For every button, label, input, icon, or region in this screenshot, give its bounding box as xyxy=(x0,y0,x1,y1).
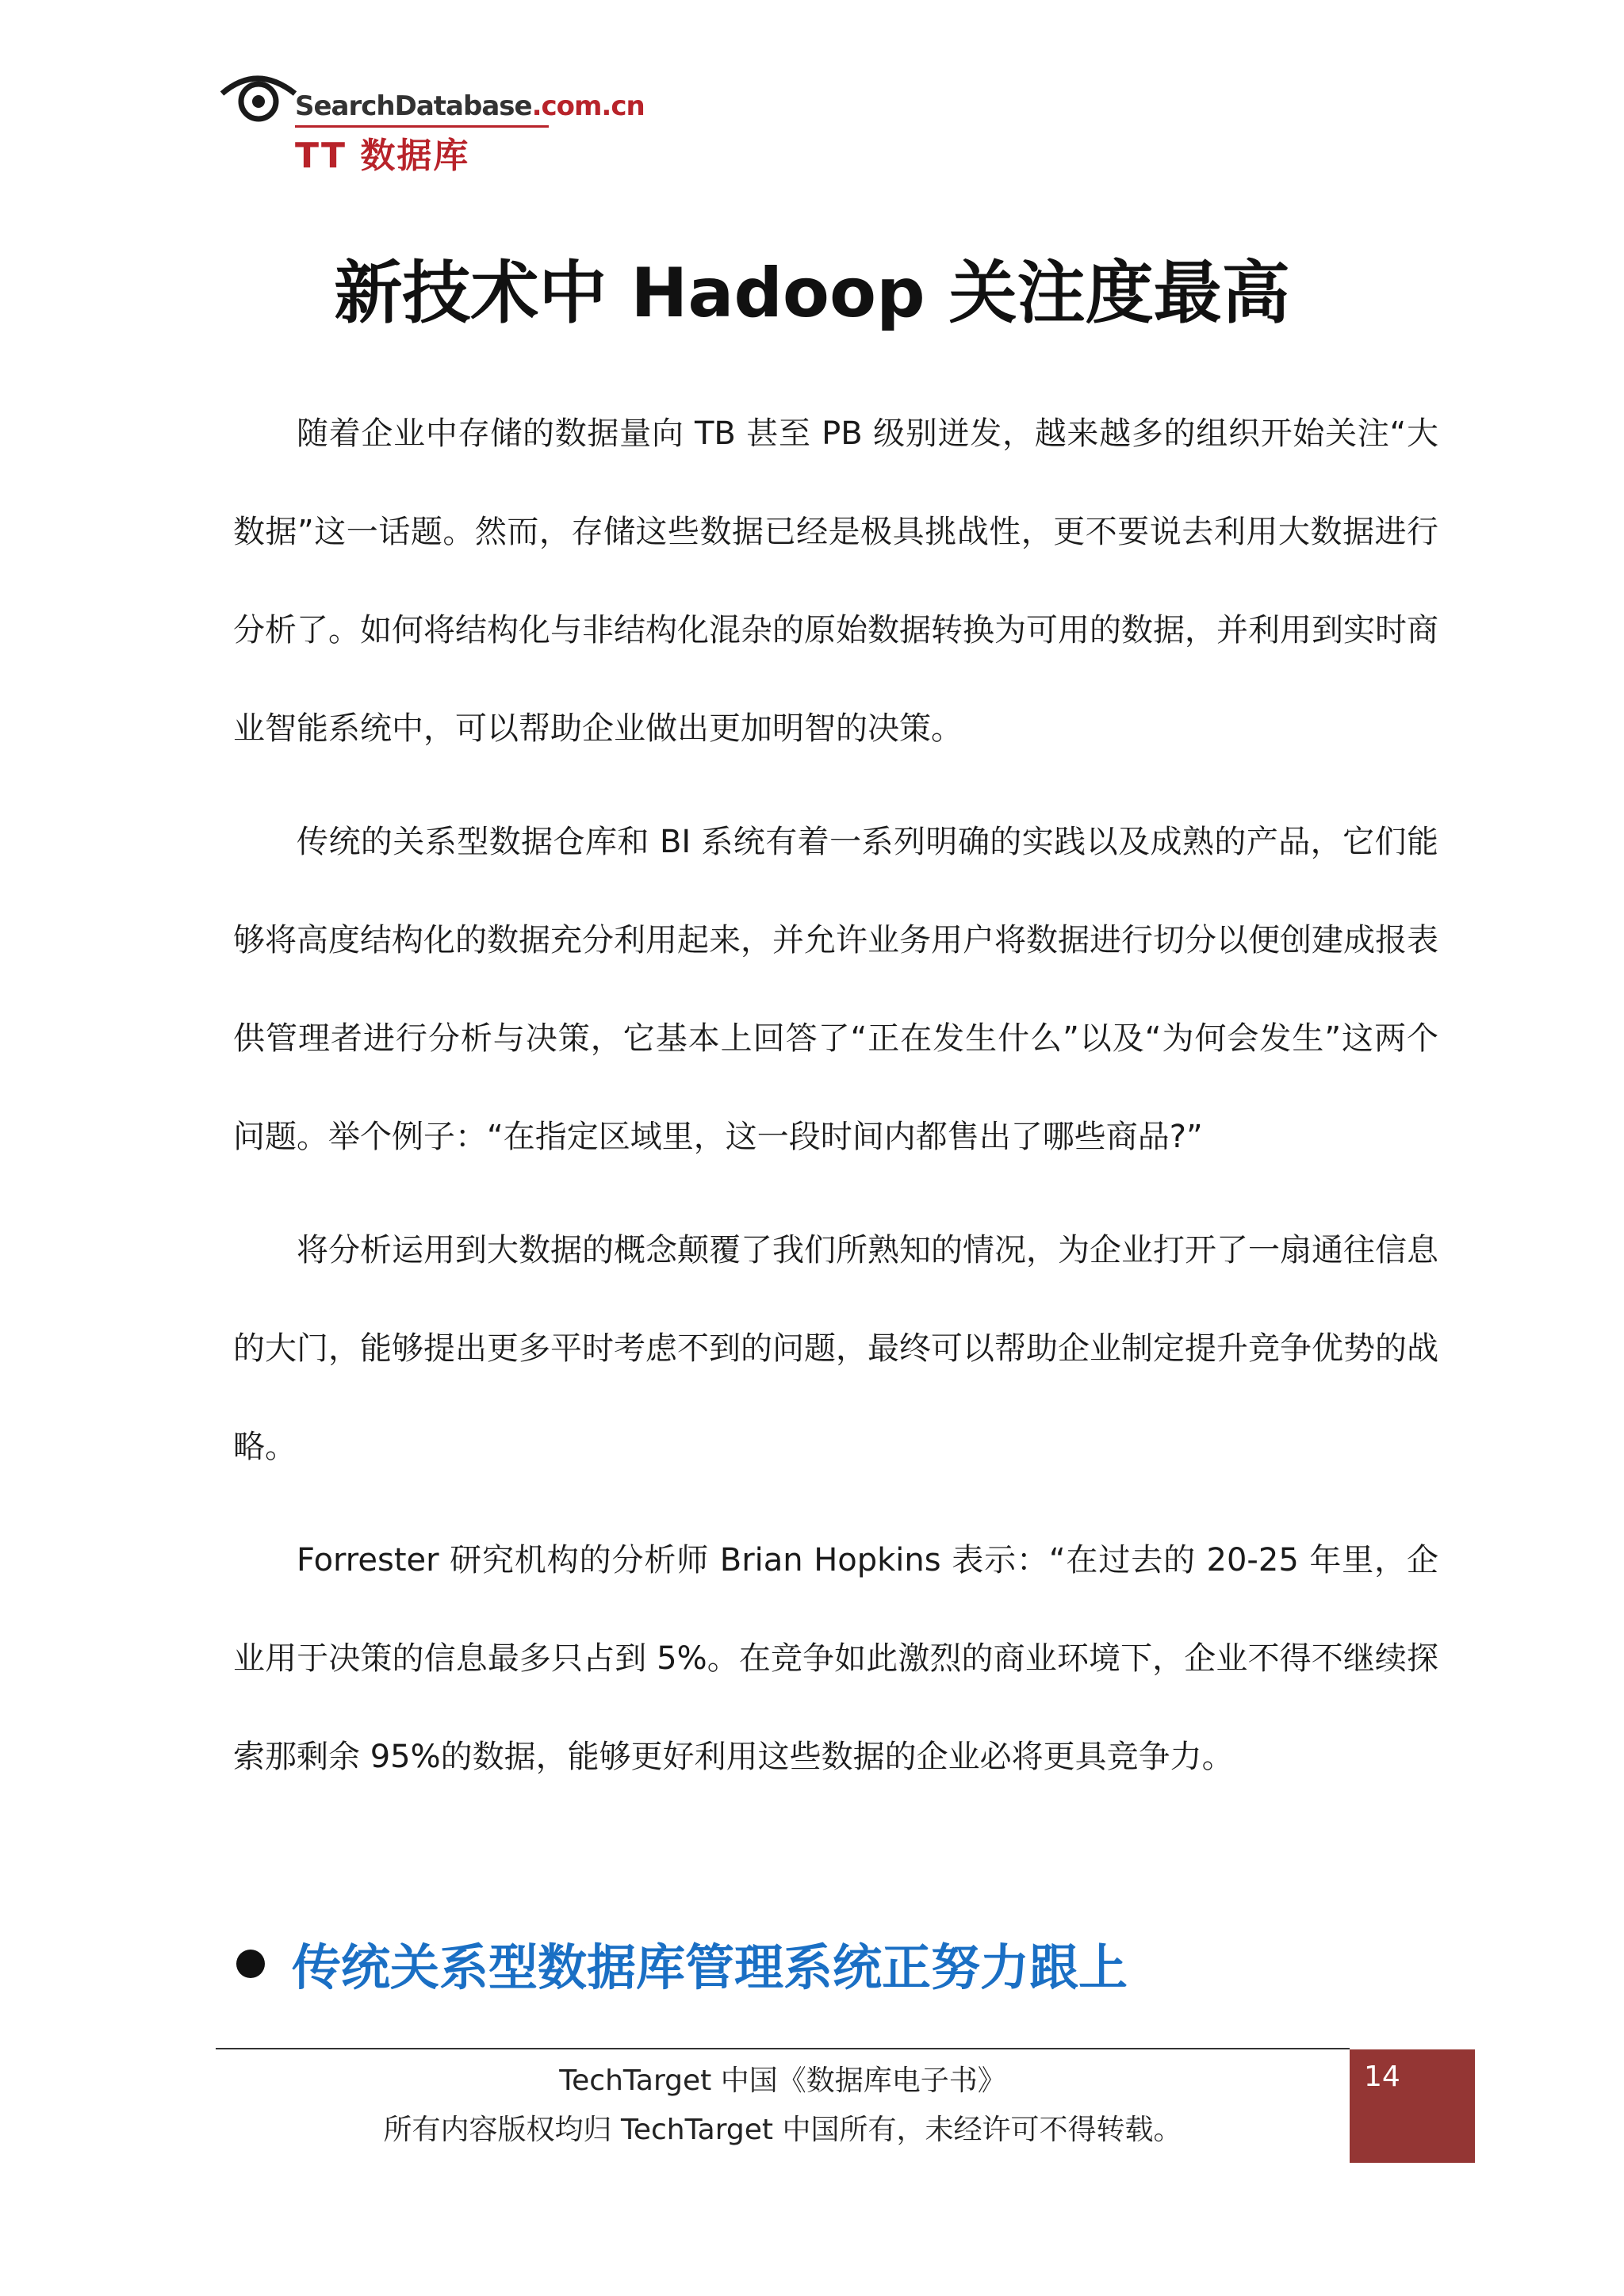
footer-publication: TechTarget 中国《数据库电子书》 xyxy=(559,2064,1006,2097)
article-body xyxy=(233,385,1438,1821)
bullet-icon xyxy=(236,1950,265,1978)
section-heading xyxy=(236,1928,1128,1999)
logo-site-name: SearchDatabase.com.cn xyxy=(295,90,645,122)
footer-divider xyxy=(216,2048,1350,2049)
footer-copyright: 所有内容版权均归 TechTarget 中国所有，未经许可不得转载。 xyxy=(383,2114,1182,2146)
paragraph-2: 传统的关系型数据仓库和 BI 系统有着一系列明确的实践以及成熟的产品，它们能够将高度结构化的数据充分利用起来，并允许业务用户将数据进行切分以便创建成报表供管理者进行分析与决策，它基本上回答了“正在发生什么”以及“为何会发生”这两个问题。举个例子：“在指定区域里，这一段时间内都售出了哪些商品?” xyxy=(233,824,1438,1155)
section-heading-text: 传统关系型数据库管理系统正努力跟上 xyxy=(292,1938,1128,1996)
paragraph-3: 将分析运用到大数据的概念颠覆了我们所熟知的情况，为企业打开了一扇通往信息的大门，能够提出更多平时考虑不到的问题，最终可以帮助企业制定提升竞争优势的战略。 xyxy=(233,1232,1438,1465)
eye-logo-icon xyxy=(219,67,298,130)
paragraph-1: 随着企业中存储的数据量向 TB 甚至 PB 级别迸发，越来越多的组织开始关注“大数据”这一话题。然而，存储这些数据已经是极具挑战性，更不要说去利用大数据进行分析了。如何将结构化与非结构化混杂的原始数据转换为可用的数据，并利用到实时商业智能系统中，可以帮助企业做出更加明智的决策。 xyxy=(233,415,1438,747)
page-number: 14 xyxy=(1364,2061,1400,2093)
paragraph-4: Forrester 研究机构的分析师 Brian Hopkins 表示：“在过去的 20-25 年里，企业用于决策的信息最多只占到 5%。在竞争如此激烈的商业环境下，企业不得不继续探索那剩余 95%的数据，能够更好利用这些数据的企业必将更具竞争力。 xyxy=(233,1542,1438,1775)
logo-chinese-name: TT 数据库 xyxy=(295,136,470,176)
page-title: 新技术中 Hadoop 关注度最高 xyxy=(334,254,1290,333)
page-number-box xyxy=(1350,2049,1475,2163)
site-logo xyxy=(219,67,645,176)
